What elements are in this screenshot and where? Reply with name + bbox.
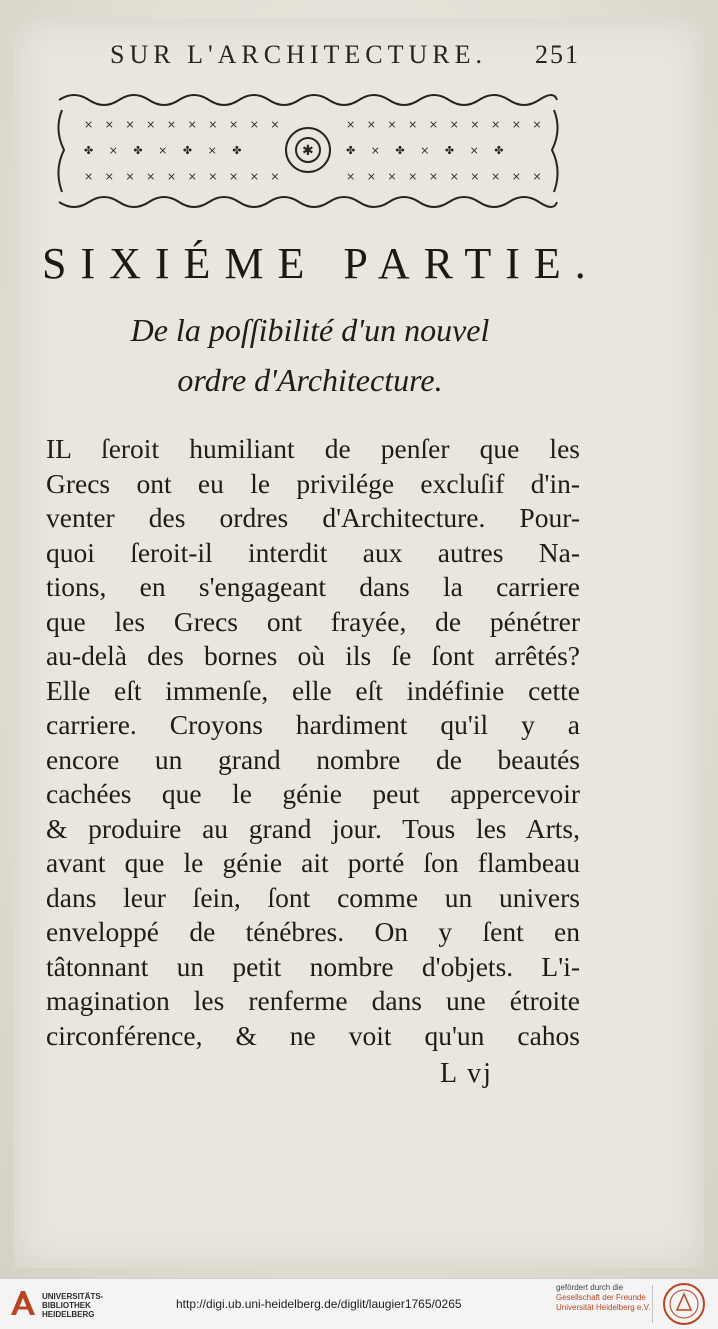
body-line: tions, en s'engageant dans la carriere <box>46 571 580 602</box>
page-number: 251 <box>535 40 580 69</box>
body-line: encore un grand nombre de beautés <box>46 743 580 775</box>
body-line: au-delà des bornes où ils ſe ſont arrêtés? <box>46 640 580 671</box>
svg-text:✤ × ✤ × ✤ × ✤: ✤ × ✤ × ✤ × ✤ <box>84 144 248 157</box>
footer-divider <box>652 1285 653 1323</box>
library-logo-icon <box>8 1288 38 1318</box>
body-line: magination les renferme dans une étroite <box>46 985 580 1016</box>
body-line: que les Grecs ont frayée, de pénétrer <box>46 605 580 637</box>
body-line: venter des ordres d'Architecture. Pour- <box>46 502 580 533</box>
ornament-dots <box>84 118 546 183</box>
sponsor-organization: Gesellschaft der Freunde Universität Heidelberg e.V. <box>556 1293 651 1312</box>
svg-text:× × × × × × × × × ×: × × × × × × × × × × <box>346 118 546 131</box>
body-line: circonférence, & ne voit qu'un cahos <box>46 1019 580 1051</box>
running-header <box>110 40 580 76</box>
body-line: avant que le génie ait porté ſon flambeau <box>46 847 580 878</box>
body-line: IL ſeroit humiliant de penſer que les <box>46 433 580 464</box>
source-url-link[interactable]: http://digi.ub.uni-heidelberg.de/diglit/laugier1765/0265 <box>176 1297 462 1311</box>
body-line: enveloppé de ténébres. On y ſent en <box>46 916 580 947</box>
svg-text:× × × × × × × × × ×: × × × × × × × × × × <box>84 118 284 131</box>
body-line: Elle eſt immenſe, elle eſt indéfinie cette <box>46 674 580 706</box>
svg-text:✤ × ✤ × ✤ × ✤: ✤ × ✤ × ✤ × ✤ <box>346 144 510 157</box>
chapter-subtitle-line1: De la poſſibilité d'un nouvel <box>130 312 490 348</box>
chapter-subtitle-line2: ordre d'Architecture. <box>177 362 443 398</box>
body-line: & produire au grand jour. Tous les Arts, <box>46 812 580 844</box>
running-title: SUR L'ARCHITECTURE. <box>110 40 488 69</box>
university-seal-icon <box>662 1282 706 1326</box>
part-title: SIXIÉME PARTIE. <box>42 239 600 288</box>
svg-text:✱: ✱ <box>302 143 314 159</box>
body-line: dans leur ſein, ſont comme un univers <box>46 881 580 913</box>
sponsor-block <box>556 1283 652 1313</box>
sponsor-label: gefördert durch die <box>556 1283 624 1292</box>
printer-ornament <box>54 90 562 212</box>
body-line: tâtonnant un petit nombre d'objets. L'i- <box>46 950 580 982</box>
body-line: carriere. Croyons hardiment qu'il y a <box>46 709 580 740</box>
footer-bar <box>0 1278 718 1329</box>
body-line: quoi ſeroit-il interdit aux autres Na- <box>46 536 580 568</box>
body-line: cachées que le génie peut appercevoir <box>46 778 580 809</box>
signature-mark: L vj <box>440 1058 493 1089</box>
svg-text:× × × × × × × × × ×: × × × × × × × × × × <box>346 170 546 183</box>
body-line: Grecs ont eu le privilége excluſif d'in- <box>46 467 580 499</box>
body-text <box>46 432 580 1053</box>
library-name: UNIVERSITÄTS- BIBLIOTHEK HEIDELBERG <box>42 1292 104 1319</box>
svg-text:× × × × × × × × × ×: × × × × × × × × × × <box>84 170 284 183</box>
